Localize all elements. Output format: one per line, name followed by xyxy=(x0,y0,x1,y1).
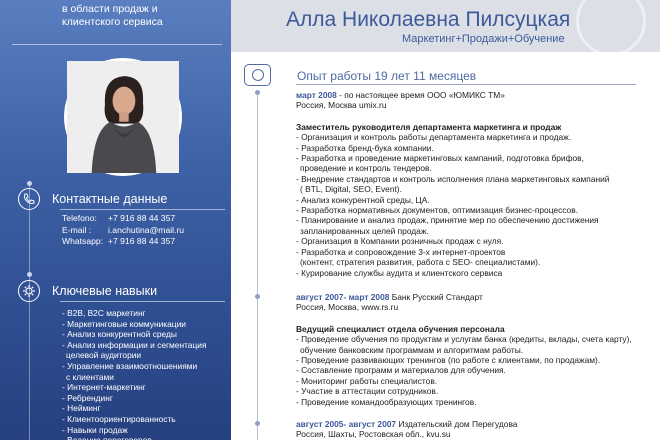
skill-item: - Управление взаимоотношениями xyxy=(62,360,198,371)
job-period: август 2005- август 2007 xyxy=(296,419,397,429)
whatsapp-value[interactable]: +7 916 88 44 357 xyxy=(108,236,176,247)
job-company: - по настоящее время ООО «ЮМИКС ТМ» xyxy=(336,90,505,100)
contact-row: Telefono: +7 916 88 44 357 xyxy=(62,213,176,223)
phone-icon xyxy=(18,188,40,210)
duty-item: - Мониторинг работы специалистов. xyxy=(296,375,438,386)
candidate-name: Алла Николаевна Пилсуцкая xyxy=(286,8,571,31)
job-entry xyxy=(296,419,646,440)
contacts-heading xyxy=(18,188,167,210)
job-duties xyxy=(296,132,646,278)
email-link[interactable]: i.anchutina@mail.ru xyxy=(108,224,185,235)
skills-list xyxy=(62,308,227,446)
duty-item: - Участие в аттестации сотрудников. xyxy=(296,386,439,397)
divider xyxy=(12,44,222,45)
job-location: Россия, Москва umix.ru xyxy=(296,100,387,111)
timeline-dot xyxy=(255,421,260,426)
profile-photo xyxy=(64,58,182,176)
duty-item: - Внедрение стандартов и контроль исполнения плана маркетинговых кампаний xyxy=(296,173,610,184)
job-entry xyxy=(296,90,646,278)
timeline-dot xyxy=(27,181,32,186)
skill-item: - Ребрендинг xyxy=(62,392,113,403)
sidebar xyxy=(0,0,231,446)
skill-item: - B2B, B2C маркетинг xyxy=(62,308,146,318)
job-location: Россия, Москва, www.rs.ru xyxy=(296,302,399,313)
timeline-line xyxy=(257,92,258,440)
skill-item: - Анализ конкурентной среды xyxy=(62,329,177,340)
job-company: Издательский дом Перегудова xyxy=(396,419,518,429)
duty-item: - Составление программ и материалов для обучения. xyxy=(296,365,506,376)
job-company: Банк Русский Стандарт xyxy=(389,292,483,302)
timeline-dot xyxy=(255,90,260,95)
duty-item: обучение банковским программам и алгоритмам работы. xyxy=(300,344,524,355)
experience-title: Опыт работы 19 лет 11 месяцев xyxy=(297,69,477,83)
skill-item: - Нейминг xyxy=(62,403,101,414)
job-role: Ведущий специалист отдела обучения персонала xyxy=(296,323,505,334)
portrait-image xyxy=(67,61,179,173)
candidate-tagline: Маркетинг+Продажи+Обучение xyxy=(402,33,565,45)
skills-heading xyxy=(18,280,157,302)
divider xyxy=(60,301,225,302)
contact-row: Whatsapp: +7 916 88 44 357 xyxy=(62,236,176,247)
job-role: Заместитель руководителя департамента маркетинга и продаж xyxy=(296,121,562,132)
job-period: март 2008 xyxy=(296,90,337,100)
phone-value[interactable]: +7 916 88 44 357 xyxy=(108,213,176,223)
skill-item: - Ведение переговоров xyxy=(62,435,152,446)
timeline-dot xyxy=(27,272,32,277)
job-location: Россия, Шахты, Ростовская обл., kvu.su xyxy=(296,429,451,440)
skill-item: целевой аудитории xyxy=(66,350,142,361)
duty-item: - Организация в Компании розничных продаж с нуля. xyxy=(296,236,504,247)
skill-item: - Анализ информации и сегментация xyxy=(62,339,207,350)
duty-item: - Планирование и анализ продаж, принятие мер по обеспечению достижения xyxy=(296,215,599,226)
duty-item: - Проведение обучения по продуктам и услугам банка (кредиты, вклады, счета карту), xyxy=(296,334,632,345)
duty-item: - Разработка бренд-бука компании. xyxy=(296,142,434,153)
camera-icon xyxy=(244,64,271,86)
contacts-title: Контактные данные xyxy=(52,192,168,206)
sidebar-intro: в области продаж и клиентского сервиса xyxy=(62,3,163,28)
skill-item: - Интернет-маркетинг xyxy=(62,382,146,393)
timeline-dot xyxy=(255,294,260,299)
job-duties xyxy=(296,334,646,407)
duty-item: (контент, стратегия развития, работа с SEO- специалистами). xyxy=(300,257,541,268)
job-entry xyxy=(296,292,646,407)
duty-item: - Организация и контроль работы департамента маркетинга и продаж. xyxy=(296,132,572,143)
duty-item: - Курирование службы аудита и клиентского сервиса xyxy=(296,267,503,278)
timeline-line xyxy=(29,186,30,440)
contacts-list xyxy=(62,213,184,248)
duty-item: - Проведение командообразующих тренингов. xyxy=(296,396,477,407)
duty-item: ( BTL, Digital, SEO, Event). xyxy=(300,184,402,195)
divider xyxy=(60,209,225,210)
divider xyxy=(296,84,636,85)
duty-item: - Анализ конкурентной среды, ЦА. xyxy=(296,194,430,205)
skill-item: - Маркетинговые коммуникации xyxy=(62,318,186,329)
skill-item: - Навыки продаж xyxy=(62,424,128,435)
duty-item: - Проведение развивающих тренингов (по работе с клиентами, по продажам). xyxy=(296,355,601,366)
duty-item: проведение и контроль тендеров. xyxy=(300,163,432,174)
duty-item: - Разработка нормативных документов, оптимизация бизнес-процессов. xyxy=(296,205,578,216)
watermark-decoration xyxy=(576,0,646,56)
gear-icon xyxy=(18,280,40,302)
skills-title: Ключевые навыки xyxy=(52,284,158,298)
skill-item: с клиентами xyxy=(66,371,114,382)
skill-item: - Клиентоориентированность xyxy=(62,413,176,424)
duty-item: запланированных целей продаж. xyxy=(300,225,429,236)
duty-item: - Разработка и проведение маркетинговых кампаний, подготовка брифов, xyxy=(296,153,584,164)
contact-row: E-mail : i.anchutina@mail.ru xyxy=(62,224,185,235)
duty-item: - Разработка и сопровождение 3-х интернет-проектов xyxy=(296,246,506,257)
job-period: август 2007- март 2008 xyxy=(296,292,390,302)
